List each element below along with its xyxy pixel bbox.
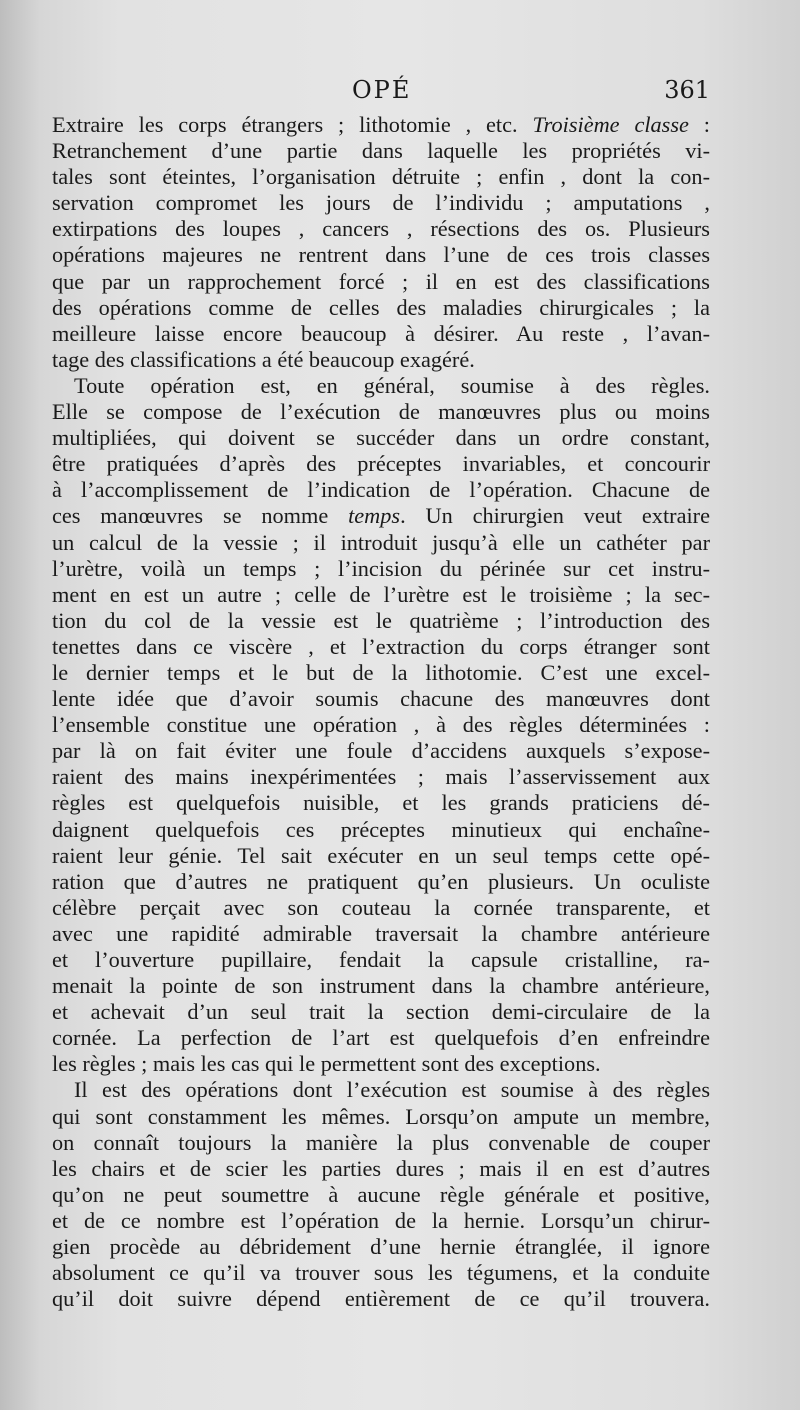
text-line: les règles ; mais les cas qui le permettent sont des exceptions. xyxy=(52,1051,601,1077)
text-line: les chairs et de scier les parties dures ; mais il en est d’autres xyxy=(52,1155,710,1181)
text-line: multipliées, qui doivent se succéder dans un ordre constant, xyxy=(52,425,710,451)
text-line: servation compromet les jours de l’individu ; amputations , xyxy=(52,190,710,216)
text-line: ration que d’autres ne pratiquent qu’en plusieurs. Un oculiste xyxy=(52,868,710,894)
text-line: daignent quelquefois ces préceptes minutieux qui enchaîne- xyxy=(52,816,710,842)
text-line: ment en est un autre ; celle de l’urètre est le troisième ; la sec- xyxy=(52,581,710,607)
text-line: le dernier temps et le but de la lithotomie. C’est une excel- xyxy=(52,659,710,685)
text-line: célèbre perçait avec son couteau la cornée transparente, et xyxy=(52,894,710,920)
text-line: opérations majeures ne rentrent dans l’une de ces trois classes xyxy=(52,242,710,268)
text-line: par là on fait éviter une foule d’accidens auxquels s’expose- xyxy=(52,738,710,764)
text-line: on connaît toujours la manière la plus convenable de couper xyxy=(52,1129,710,1155)
body-text xyxy=(52,112,710,1312)
text-line: et l’ouverture pupillaire, fendait la capsule cristalline, ra- xyxy=(52,947,710,972)
page-number: 361 xyxy=(664,76,710,104)
text-line: tales sont éteintes, l’organisation détruite ; enfin , dont la con- xyxy=(52,164,710,190)
text-line: ces manœuvres se nomme temps. Un chirurgien veut extraire xyxy=(52,503,710,529)
text-line: tage des classifications a été beaucoup exagéré. xyxy=(52,346,475,372)
text-line: lente idée que d’avoir soumis chacune des manœuvres dont xyxy=(52,686,710,712)
text-line: tion du col de la vessie est le quatrième ; l’introduction des xyxy=(52,607,710,633)
text-line: règles est quelquefois nuisible, et les grands praticiens dé- xyxy=(52,790,710,816)
text-line: que par un rapprochement forcé ; il en est des classifications xyxy=(52,268,710,294)
text-line: Elle se compose de l’exécution de manœuvres plus ou moins xyxy=(52,399,710,425)
text-line: l’ensemble constitue une opération , à des règles déterminées : xyxy=(52,712,710,738)
text-line: qu’il doit suivre dépend entièrement de ce qu’il trouvera. xyxy=(52,1286,710,1312)
text-line: un calcul de la vessie ; il introduit jusqu’à elle un cathéter par xyxy=(52,529,710,555)
running-head: OPÉ xyxy=(352,76,412,104)
text-line: gien procède au débridement d’une hernie étranglée, il ignore xyxy=(52,1234,710,1260)
text-line: l’urètre, voilà un temps ; l’incision du périnée sur cet instru- xyxy=(52,555,710,581)
text-line: et achevait d’un seul trait la section demi-circulaire de la xyxy=(52,999,710,1025)
text-line: qui sont constamment les mêmes. Lorsqu’on ampute un membre, xyxy=(52,1103,710,1129)
text-line: menait la pointe de son instrument dans la chambre antérieure, xyxy=(52,973,710,999)
text-line: Extraire les corps étrangers ; lithotomie , etc. Troisième classe : xyxy=(52,112,710,137)
text-line: extirpations des loupes , cancers , résections des os. Plusieurs xyxy=(52,216,710,242)
paragraph-start-line: Toute opération est, en général, soumise à des règles. xyxy=(74,372,710,398)
paragraph-start-line: Il est des opérations dont l’exécution est soumise à des règles xyxy=(74,1077,710,1103)
text-line: meilleure laisse encore beaucoup à désirer. Au reste , l’avan- xyxy=(52,320,710,346)
text-line: raient des mains inexpérimentées ; mais l’asservissement aux xyxy=(52,764,710,790)
text-line: tenettes dans ce viscère , et l’extraction du corps étranger sont xyxy=(52,633,710,659)
text-line: Retranchement d’une partie dans laquelle les propriétés vi- xyxy=(52,138,710,164)
text-line: avec une rapidité admirable traversait la chambre antérieure xyxy=(52,920,710,946)
text-line: qu’on ne peut soumettre à aucune règle générale et positive, xyxy=(52,1181,710,1207)
text-line: absolument ce qu’il va trouver sous les tégumens, et la conduite xyxy=(52,1260,710,1286)
text-line: à l’accomplissement de l’indication de l’opération. Chacune de xyxy=(52,477,710,503)
text-line: raient leur génie. Tel sait exécuter en un seul temps cette opé- xyxy=(52,842,710,868)
text-line: des opérations comme de celles des maladies chirurgicales ; la xyxy=(52,294,710,320)
page-header xyxy=(52,76,710,110)
text-line: cornée. La perfection de l’art est quelquefois d’en enfreindre xyxy=(52,1025,710,1051)
text-line: et de ce nombre est l’opération de la hernie. Lorsqu’un chirur- xyxy=(52,1207,710,1233)
text-line: être pratiquées d’après des préceptes invariables, et concourir xyxy=(52,451,710,477)
